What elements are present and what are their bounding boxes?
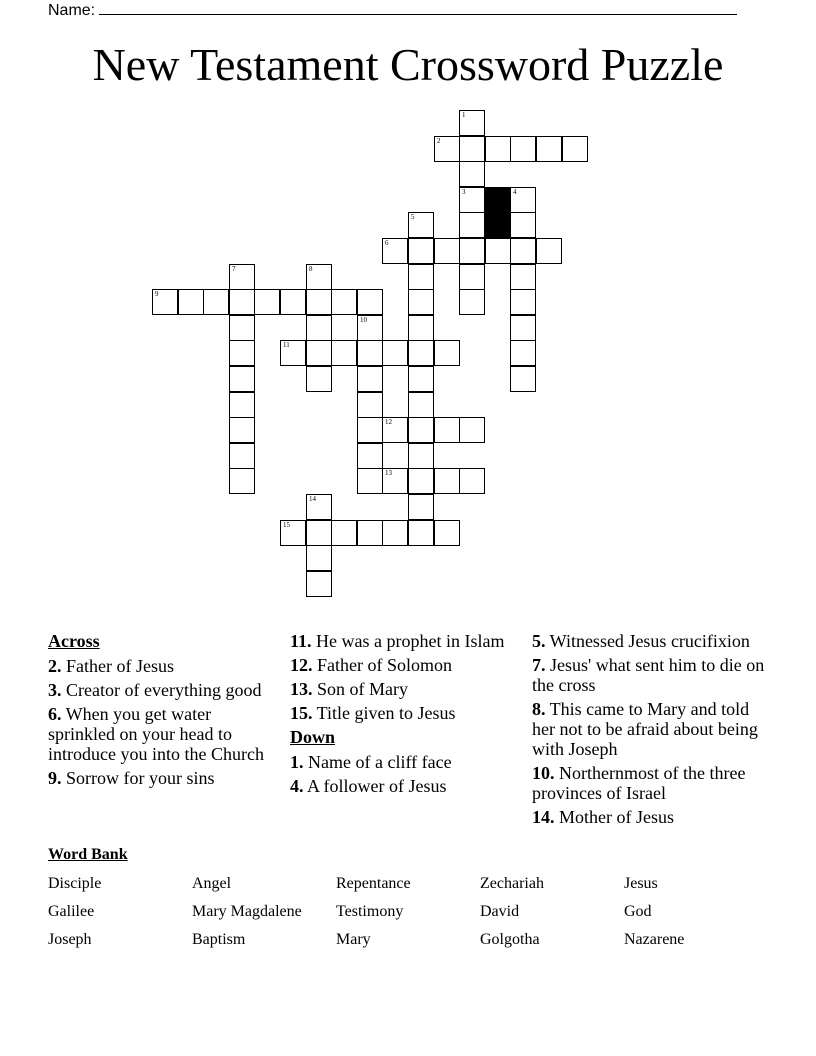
clues-column-3 (532, 631, 772, 831)
word-bank-item: Repentance (336, 875, 411, 892)
crossword-cell[interactable] (408, 468, 434, 494)
crossword-cell[interactable] (178, 289, 204, 315)
crossword-cell[interactable] (434, 520, 460, 546)
clue-number-label: 6 (385, 239, 389, 247)
word-bank-item: Testimony (336, 903, 404, 920)
clue-text: Mother of Jesus (554, 807, 674, 827)
crossword-cell[interactable] (408, 264, 434, 290)
crossword-cell[interactable] (306, 545, 332, 571)
crossword-cell[interactable] (357, 417, 383, 443)
crossword-cell[interactable] (357, 520, 383, 546)
clue-text: Sorrow for your sins (61, 768, 215, 788)
crossword-block (485, 187, 511, 213)
clue-number: 15. (290, 703, 313, 723)
crossword-cell[interactable] (382, 417, 408, 443)
clue-number-label: 9 (155, 290, 159, 298)
crossword-cell[interactable] (459, 417, 485, 443)
clue-text: Northernmost of the three provinces of Israel (532, 763, 746, 803)
clue-number-label: 12 (385, 418, 392, 426)
word-bank-item: Nazarene (624, 931, 685, 948)
crossword-cell[interactable] (408, 340, 434, 366)
clue-across-11 (290, 631, 522, 651)
crossword-cell[interactable] (510, 366, 536, 392)
crossword-cell[interactable] (459, 468, 485, 494)
crossword-cell[interactable] (434, 417, 460, 443)
across-heading: Across (48, 631, 100, 651)
crossword-cell[interactable] (306, 315, 332, 341)
crossword-cell[interactable] (459, 110, 485, 136)
crossword-cell[interactable] (306, 264, 332, 290)
clue-number-label: 14 (309, 495, 316, 503)
crossword-cell[interactable] (510, 187, 536, 213)
crossword-cell[interactable] (510, 212, 536, 238)
clue-text: Son of Mary (312, 679, 408, 699)
clue-number: 5. (532, 631, 546, 651)
crossword-cell[interactable] (357, 392, 383, 418)
crossword-cell[interactable] (229, 468, 255, 494)
clues-column-2 (290, 631, 522, 800)
clue-down-8 (532, 699, 772, 759)
crossword-cell[interactable] (434, 238, 460, 264)
clue-number: 6. (48, 704, 62, 724)
crossword-cell[interactable] (408, 366, 434, 392)
clue-number-label: 13 (385, 469, 392, 477)
clue-text: Father of Solomon (312, 655, 452, 675)
clue-across-3 (48, 680, 280, 700)
crossword-cell[interactable] (459, 264, 485, 290)
crossword-cell[interactable] (357, 340, 383, 366)
crossword-cell[interactable] (306, 520, 332, 546)
clue-number: 11. (290, 631, 312, 651)
clue-across-9 (48, 768, 280, 788)
clue-down-4 (290, 776, 522, 796)
crossword-cell[interactable] (229, 289, 255, 315)
crossword-cell[interactable] (229, 315, 255, 341)
crossword-cell[interactable] (382, 520, 408, 546)
crossword-cell[interactable] (510, 136, 536, 162)
crossword-cell[interactable] (357, 315, 383, 341)
crossword-cell[interactable] (331, 340, 357, 366)
page-title: New Testament Crossword Puzzle (92, 39, 724, 90)
clue-number-label: 4 (513, 188, 517, 196)
crossword-cell[interactable] (562, 136, 588, 162)
clue-down-7 (532, 655, 772, 695)
clue-number: 10. (532, 763, 555, 783)
clue-number-label: 3 (462, 188, 466, 196)
clue-number-label: 1 (462, 111, 466, 119)
clue-text: Name of a cliff face (303, 752, 452, 772)
word-bank-item: Baptism (192, 931, 246, 948)
crossword-cell[interactable] (459, 136, 485, 162)
clue-text: A follower of Jesus (303, 776, 447, 796)
crossword-cell[interactable] (280, 520, 306, 546)
clue-down-10 (532, 763, 772, 803)
crossword-cell[interactable] (280, 340, 306, 366)
word-bank-item: God (624, 903, 652, 920)
clue-text: Jesus' what sent him to die on the cross (532, 655, 765, 695)
clue-across-13 (290, 679, 522, 699)
clue-number-label: 8 (309, 265, 313, 273)
clue-number: 1. (290, 752, 304, 772)
clue-text: This came to Mary and told her not to be afraid about being with Joseph (532, 699, 758, 759)
crossword-cell[interactable] (510, 238, 536, 264)
crossword-cell[interactable] (510, 340, 536, 366)
clue-text: Creator of everything good (61, 680, 262, 700)
clue-across-6 (48, 704, 280, 764)
word-bank-item: David (480, 903, 520, 920)
crossword-cell[interactable] (306, 340, 332, 366)
crossword-cell[interactable] (382, 468, 408, 494)
crossword-cell[interactable] (229, 392, 255, 418)
clue-number-label: 7 (232, 265, 236, 273)
crossword-cell[interactable] (408, 238, 434, 264)
name-field[interactable] (48, 0, 737, 20)
crossword-cell[interactable] (434, 468, 460, 494)
crossword-cell[interactable] (254, 289, 280, 315)
word-bank-title: Word Bank (48, 846, 128, 863)
crossword-cell[interactable] (459, 238, 485, 264)
crossword-cell[interactable] (510, 315, 536, 341)
clue-number: 14. (532, 807, 555, 827)
crossword-cell[interactable] (408, 212, 434, 238)
crossword-block (485, 212, 511, 238)
crossword-cell[interactable] (459, 187, 485, 213)
crossword-cell[interactable] (306, 366, 332, 392)
crossword-cell[interactable] (434, 340, 460, 366)
crossword-cell[interactable] (408, 289, 434, 315)
clues-column-1 (48, 631, 280, 792)
crossword-cell[interactable] (306, 289, 332, 315)
crossword-cell[interactable] (152, 289, 178, 315)
crossword-cell[interactable] (357, 366, 383, 392)
word-bank (48, 875, 724, 949)
crossword-cell[interactable] (229, 264, 255, 290)
clue-across-15 (290, 703, 522, 723)
clue-across-12 (290, 655, 522, 675)
crossword-cell[interactable] (229, 417, 255, 443)
clue-text: Title given to Jesus (312, 703, 456, 723)
crossword-cell[interactable] (229, 443, 255, 469)
crossword-cell[interactable] (331, 289, 357, 315)
word-bank-item: Zechariah (480, 875, 544, 892)
crossword-cell[interactable] (306, 571, 332, 597)
clue-number-label: 15 (283, 521, 290, 529)
crossword-cell[interactable] (485, 136, 511, 162)
word-bank-item: Galilee (48, 903, 95, 920)
crossword-cell[interactable] (434, 136, 460, 162)
name-label: Name: (48, 2, 96, 19)
crossword-cell[interactable] (536, 136, 562, 162)
clue-number-label: 11 (283, 341, 290, 349)
word-bank-item: Mary (336, 931, 371, 948)
crossword-cell[interactable] (408, 443, 434, 469)
clue-number: 7. (532, 655, 546, 675)
crossword-cell[interactable] (408, 392, 434, 418)
crossword-cell[interactable] (357, 468, 383, 494)
clue-number: 8. (532, 699, 546, 719)
crossword-cell[interactable] (408, 520, 434, 546)
clue-text: Witnessed Jesus crucifixion (545, 631, 750, 651)
crossword-cell[interactable] (485, 238, 511, 264)
clue-text: He was a prophet in Islam (311, 631, 505, 651)
word-bank-item: Mary Magdalene (192, 903, 302, 920)
crossword-cell[interactable] (408, 417, 434, 443)
clue-number: 9. (48, 768, 62, 788)
clue-number-label: 5 (411, 213, 415, 221)
crossword-cell[interactable] (459, 212, 485, 238)
clue-number: 13. (290, 679, 313, 699)
clue-number: 3. (48, 680, 62, 700)
crossword-cell[interactable] (382, 238, 408, 264)
down-heading: Down (290, 727, 336, 747)
word-bank-item: Golgotha (480, 931, 540, 948)
crossword-cell[interactable] (357, 443, 383, 469)
crossword-cell[interactable] (459, 289, 485, 315)
crossword-cell[interactable] (510, 289, 536, 315)
clue-number-label: 2 (437, 137, 441, 145)
word-bank-item: Joseph (48, 931, 92, 948)
crossword-cell[interactable] (357, 289, 383, 315)
crossword-cell[interactable] (229, 366, 255, 392)
clue-text: When you get water sprinkled on your head to introduce you into the Church (48, 704, 264, 764)
word-bank-item: Jesus (624, 875, 658, 892)
crossword-cell[interactable] (510, 264, 536, 290)
clue-number: 12. (290, 655, 313, 675)
word-bank-item: Angel (192, 875, 232, 892)
crossword-cell[interactable] (280, 289, 306, 315)
crossword-cell[interactable] (408, 315, 434, 341)
clue-text: Father of Jesus (61, 656, 174, 676)
clue-across-2 (48, 656, 280, 676)
crossword-cell[interactable] (382, 340, 408, 366)
clue-number-label: 10 (360, 316, 367, 324)
clue-down-5 (532, 631, 772, 651)
clue-down-1 (290, 752, 522, 772)
crossword-cell[interactable] (203, 289, 229, 315)
name-blank-line[interactable] (99, 0, 737, 15)
crossword-cell[interactable] (229, 340, 255, 366)
crossword-cell[interactable] (459, 161, 485, 187)
crossword-cell[interactable] (408, 494, 434, 520)
clue-down-14 (532, 807, 772, 827)
crossword-cell[interactable] (331, 520, 357, 546)
clue-number: 2. (48, 656, 62, 676)
crossword-cell[interactable] (536, 238, 562, 264)
crossword-cell[interactable] (306, 494, 332, 520)
word-bank-item: Disciple (48, 875, 102, 892)
clue-number: 4. (290, 776, 304, 796)
